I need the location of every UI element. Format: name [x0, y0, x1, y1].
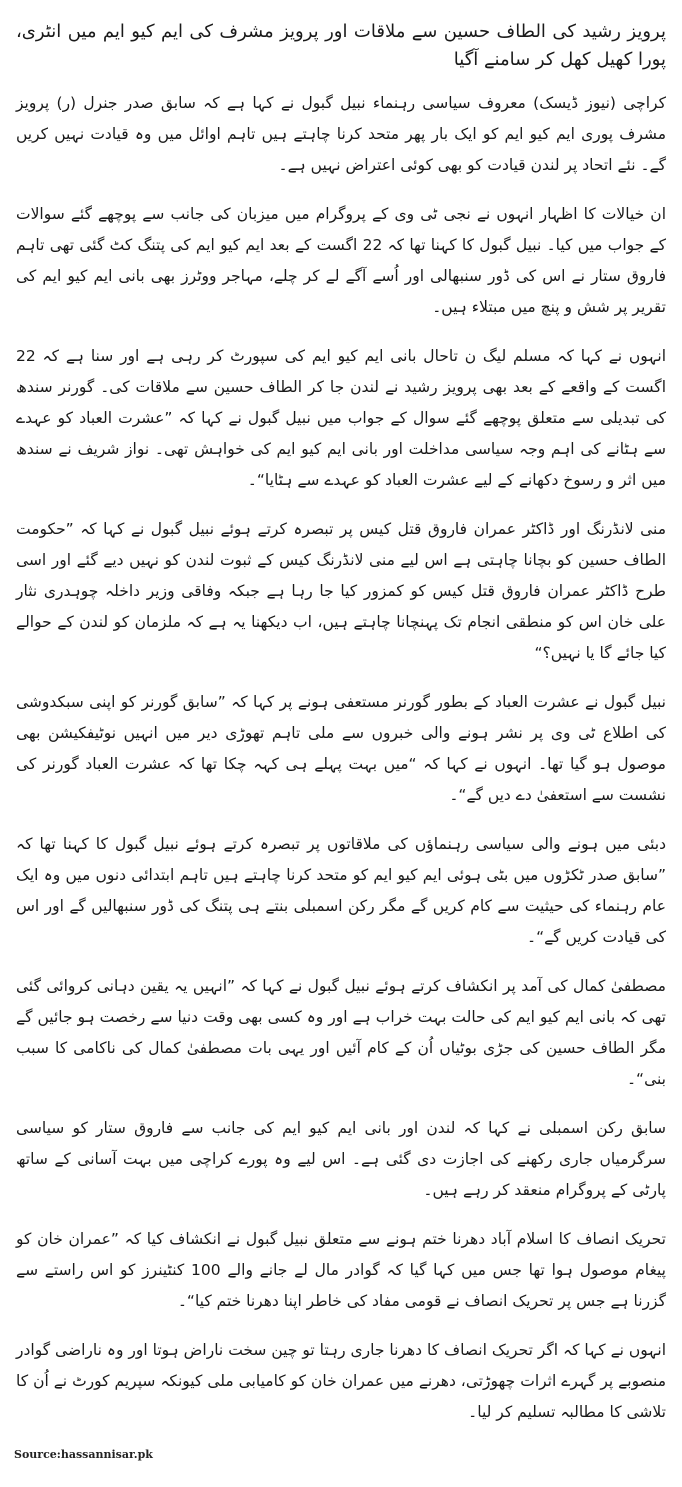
paragraph-10: انہوں نے کہا کہ اگر تحریک انصاف کا دھرنا جاری رہتا تو چین سخت ناراض ہوتا اور وہ ناراضی گوادر منصوبے پر گہرے اثرات چھوڑتی، دھرنے میں عمران خان کو کامیابی ملی کیونکہ سپریم کورٹ نے اُن کا تلاشی کا مطالبہ تسلیم کر لیا۔ [16, 1341, 666, 1421]
paragraph-4: منی لانڈرنگ اور ڈاکٹر عمران فاروق قتل کیس پر تبصرہ کرتے ہوئے نبیل گبول نے کہا کہ ”حکومت الطاف حسین کو بچانا چاہتی ہے اس لیے منی لانڈرنگ کیس کے ثبوت لندن کو نہیں دیے گئے اور اسی طرح ڈاکٹر عمران فاروق قتل کیس کو کمزور کیا جا رہا ہے جبکہ وفاقی وزیر داخلہ چوہدری نثار علی خان اس کو منطقی انجام تک پہنچانا چاہتے ہیں، اب دیکھنا یہ ہے کہ ملزمان کو لندن کے حوالے کیا جائے گا یا نہیں؟“ [16, 520, 666, 662]
paragraph-5: نبیل گبول نے عشرت العباد کے بطور گورنر مستعفی ہونے پر کہا کہ ”سابق گورنر کو اپنی سبکدوشی کی اطلاع ٹی وی پر نشر ہونے والی خبروں سے ملی تاہم تھوڑی دیر میں انہیں نوٹیفکیشن بھی موصول ہو گیا تھا۔ انہوں نے کہا کہ “میں بہت پہلے ہی کہہ چکا تھا کہ عشرت العباد گورنر کی نشست سے استعفیٰ دے دیں گے“۔ [16, 693, 666, 804]
paragraph-8: سابق رکن اسمبلی نے کہا کہ لندن اور بانی ایم کیو ایم کی جانب سے فاروق ستار کو سیاسی سرگرمیاں جاری رکھنے کی اجازت دی گئی ہے۔ اس لیے وہ پورے کراچی میں بہت آسانی کے ساتھ پارٹی کے پروگرام منعقد کر رہے ہیں۔ [16, 1119, 666, 1199]
paragraph-2: ان خیالات کا اظہار انہوں نے نجی ٹی وی کے پروگرام میں میزبان کی جانب سے پوچھے گئے سوالات کے جواب میں کیا۔ نبیل گبول کا کہنا تھا کہ 22 اگست کے بعد ایم کیو ایم کی پتنگ کٹ گئی تھی تاہم فاروق ستار نے اس کی ڈور سنبھالی اور اُسے آگے لے کر چلے، مہاجر ووٹرز بھی بانی ایم کیو ایم کی تقریر پر شش و پنچ میں مبتلاء ہیں۔ [16, 205, 666, 316]
article-headline: پرویز رشید کی الطاف حسین سے ملاقات اور پرویز مشرف کی ایم کیو ایم میں انٹری، پورا کھیل کھل کر سامنے آگیا [16, 21, 666, 70]
paragraph-3: انہوں نے کہا کہ مسلم لیگ ن تاحال بانی ایم کیو ایم کی سپورٹ کر رہی ہے اور سنا ہے کہ 22 اگست کے واقعے کے بعد بھی پرویز رشید نے لندن جا کر الطاف حسین سے ملاقات کی۔ گورنر سندھ کی تبدیلی سے متعلق پوچھے گئے سوال کے جواب میں نبیل گبول نے کہا کہ ”عشرت العباد کو عہدے سے ہٹانے کی اہم وجہ سیاسی مداخلت اور بانی ایم کیو ایم کی خواہش تھی۔ نواز شریف نے سندھ میں اثر و رسوخ دکھانے کے لیے عشرت العباد کو عہدے سے ہٹایا“۔ [16, 347, 666, 489]
paragraph-6: دبئی میں ہونے والی سیاسی رہنماؤں کی ملاقاتوں پر تبصرہ کرتے ہوئے نبیل گبول کا کہنا تھا کہ ”سابق صدر ٹکڑوں میں بٹی ہوئی ایم کیو ایم کو متحد کرنا چاہتے ہیں تاہم ابتدائی دنوں میں وہ ایک عام رہنماء کی حیثیت سے کام کریں گے مگر رکن اسمبلی بنتے ہی پتنگ کی ڈور سنبھالیں گے اور اس کی قیادت کریں گے“۔ [16, 835, 666, 946]
paragraph-7: مصطفیٰ کمال کی آمد پر انکشاف کرتے ہوئے نبیل گبول نے کہا کہ ”انہیں یہ یقین دہانی کروائی گئی تھی کہ بانی ایم کیو ایم کی حالت بہت خراب ہے اور وہ کسی بھی وقت دنیا سے رخصت ہو جائیں گے مگر الطاف حسین کی جڑی بوٹیاں اُن کے کام آئیں اور یہی بات مصطفیٰ کمال کی ناکامی کا سبب بنی“۔ [16, 977, 666, 1088]
paragraph-9: تحریک انصاف کا اسلام آباد دھرنا ختم ہونے سے متعلق نبیل گبول نے انکشاف کیا کہ ”عمران خان کو پیغام موصول ہوا تھا جس میں کہا گیا کہ گوادر مال لے جانے والے 100 کنٹینرز کو اس راستے سے گزرنا ہے جس پر تحریک انصاف نے قومی مفاد کی خاطر اپنا دھرنا ختم کیا“۔ [16, 1230, 666, 1310]
paragraph-1: کراچی (نیوز ڈیسک) معروف سیاسی رہنماء نبیل گبول نے کہا ہے کہ سابق صدر جنرل (ر) پرویز مشرف پوری ایم کیو ایم کو ایک بار پھر متحد کرنا چاہتے ہیں تاہم اوائل میں وہ قیادت نہیں کریں گے۔ نئے اتحاد پر لندن قیادت کو بھی کوئی اعتراض نہیں ہے۔ [16, 94, 666, 174]
source-credit: Source:hassannisar.pk [14, 1448, 153, 1461]
